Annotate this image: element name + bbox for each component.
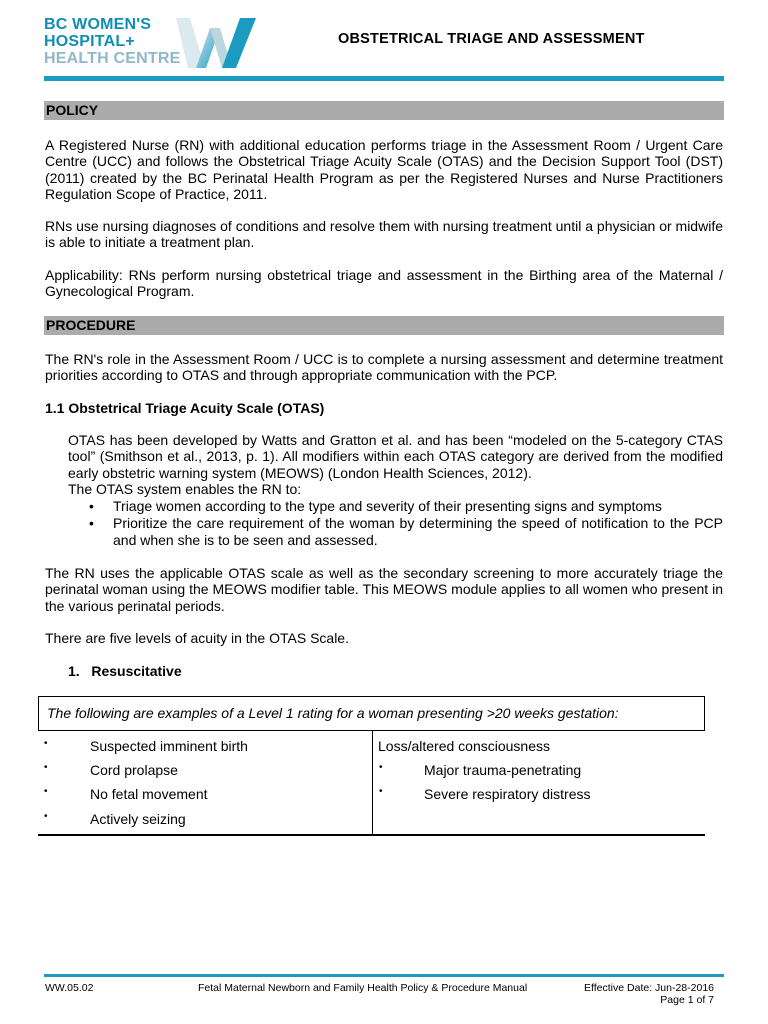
otas-enables-text: The OTAS system enables the RN to: [68, 480, 302, 497]
table-row: Severe respiratory distress [424, 786, 591, 802]
procedure-paragraph-2: The RN uses the applicable OTAS scale as well as the secondary screening to more accurately triage the perinatal woman using the MEOWS modifier table. This MEOWS module applies to all women who present in the various perinatal periods. [45, 565, 723, 614]
table-bottom-rule [38, 834, 705, 836]
bullet-icon: • [89, 515, 94, 532]
procedure-heading: PROCEDURE [44, 316, 724, 335]
footer-manual: Fetal Maternal Newborn and Family Health Policy & Procedure Manual [198, 982, 528, 994]
table-row: Major trauma-penetrating [424, 762, 582, 778]
footer-rule [44, 974, 724, 977]
bullet-icon: • [44, 811, 48, 822]
table-row: Actively seizing [90, 811, 186, 827]
footer-code: WW.05.02 [45, 982, 94, 994]
bullet-icon: • [379, 762, 383, 773]
bullet-icon: • [44, 786, 48, 797]
procedure-paragraph-1: The RN's role in the Assessment Room / UCC is to complete a nursing assessment and determine treatment priorities according to OTAS and through appropriate communication with the PCP. [45, 351, 723, 384]
document-title: OBSTETRICAL TRIAGE AND ASSESSMENT [338, 31, 645, 47]
table-caption: The following are examples of a Level 1 rating for a woman presenting >20 weeks gestation: [47, 705, 619, 721]
header-rule [44, 76, 724, 81]
bullet-icon: • [44, 738, 48, 749]
level-number: 1. [68, 663, 80, 679]
table-row: Loss/altered consciousness [378, 738, 550, 754]
table-row: No fetal movement [90, 786, 208, 802]
level-1-heading [68, 663, 182, 679]
policy-heading: POLICY [44, 101, 724, 120]
logo-w-icon [176, 18, 256, 68]
table-caption-cell [38, 696, 705, 731]
list-item: • Triage women according to the type and severity of their presenting signs and symptoms [89, 498, 662, 514]
policy-paragraph-2: RNs use nursing diagnoses of conditions and resolve them with nursing treatment until a physician or midwife is able to initiate a treatment plan. [45, 218, 723, 251]
policy-paragraph-1: A Registered Nurse (RN) with additional education performs triage in the Assessment Room / Urgent Care Centre (UCC) and follows the Obstetrical Triage Acuity Scale (OTAS) and the Decision Support Tool (DST) (2011) created by the BC Perinatal Health Program as per the Registered Nurses and Nurse Practitioners Regulation Scope of Practice, 2011. [45, 137, 723, 202]
footer-page-number: Page 1 of 7 [660, 994, 714, 1006]
policy-paragraph-3: Applicability: RNs perform nursing obstetrical triage and assessment in the Birthing area of the Maternal / Gynecological Program. [45, 267, 723, 300]
otas-bullet-list [87, 498, 723, 549]
table-row: Cord prolapse [90, 762, 178, 778]
bullet-icon: • [379, 786, 383, 797]
level-label: Resuscitative [91, 663, 182, 679]
footer-effective-date: Effective Date: Jun-28-2016 [584, 982, 714, 994]
logo-wordmark [44, 16, 181, 67]
bullet-icon: • [44, 762, 48, 773]
bullet-icon: • [89, 498, 94, 514]
list-item: • Prioritize the care requirement of the woman by determining the speed of notification to the PCP and when she is to be seen and assessed. [89, 515, 723, 548]
procedure-paragraph-3: There are five levels of acuity in the OTAS Scale. [45, 630, 349, 646]
table-column-divider [372, 731, 373, 836]
otas-intro [68, 432, 723, 497]
logo-line-1: BC WOMEN'S [44, 16, 152, 33]
logo-line-2: HOSPITAL+ [44, 33, 135, 50]
table-row: Suspected imminent birth [90, 738, 248, 754]
otas-subheading: 1.1 Obstetrical Triage Acuity Scale (OTAS) [45, 400, 325, 416]
logo-line-3: HEALTH CENTRE [44, 50, 181, 67]
otas-intro-text: OTAS has been developed by Watts and Gratton et al. and has been “modeled on the 5-category CTAS tool” (Smithson et al., 2013, p. 1). All modifiers within each OTAS category are derived from the modified early obstetric warning system (MEOWS) (London Health Sciences, 2012). [68, 432, 723, 481]
